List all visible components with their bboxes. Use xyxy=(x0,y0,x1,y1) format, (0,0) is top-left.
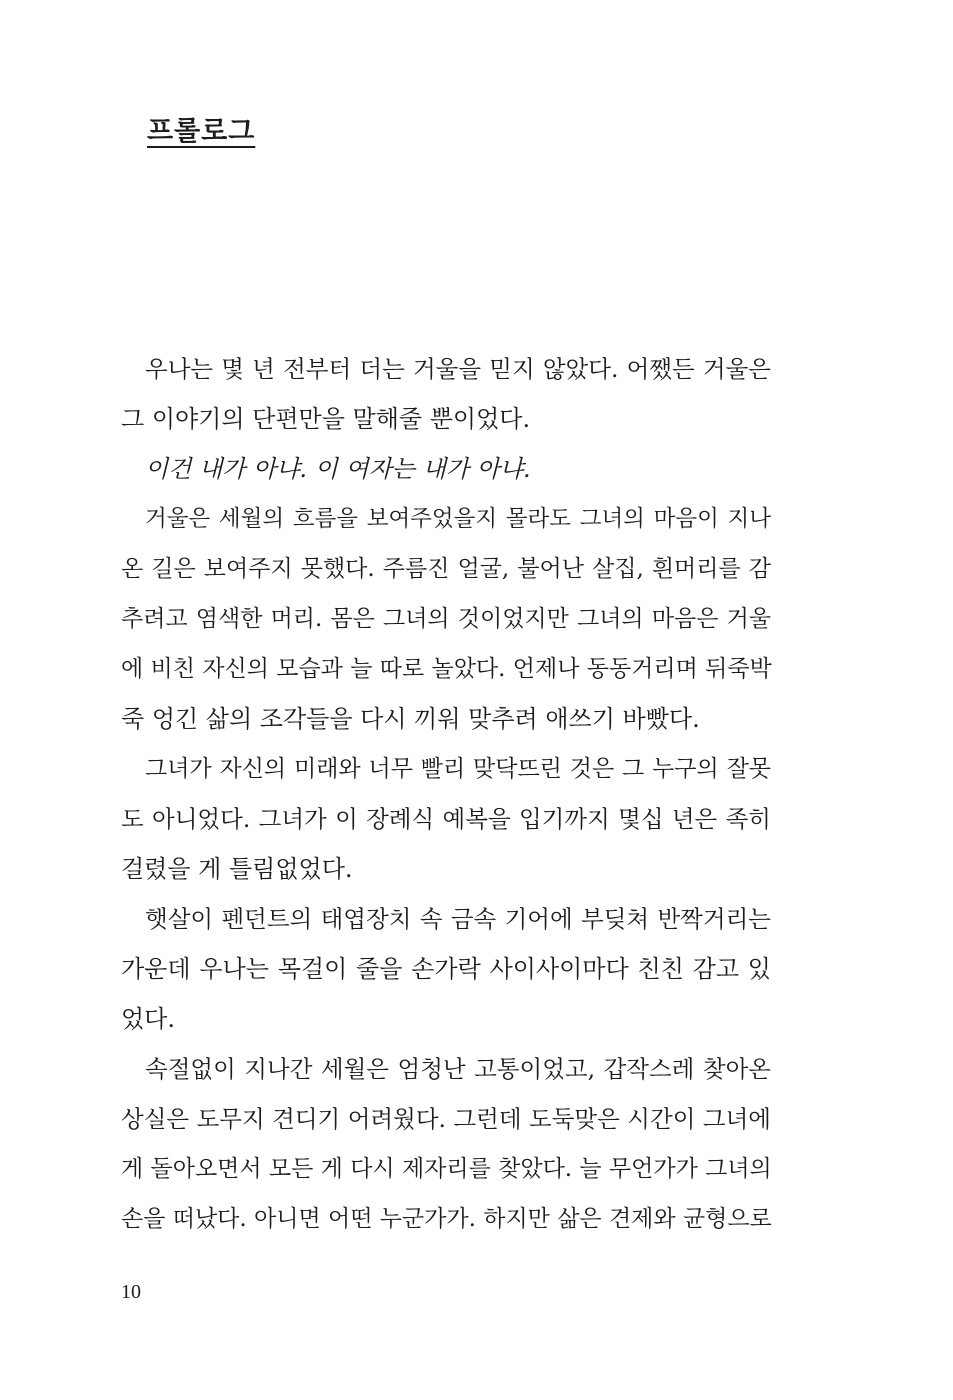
text-line: 상실은 도무지 견디기 어려웠다. 그런데 도둑맞은 시간이 그녀에 xyxy=(121,1105,771,1133)
text-line: 도 아니었다. 그녀가 이 장례식 예복을 입기까지 몇십 년은 족히 xyxy=(121,805,771,833)
text-line: 속절없이 지나간 세월은 엄청난 고통이었고, 갑작스레 찾아온 xyxy=(145,1055,771,1083)
text-line: 햇살이 펜던트의 태엽장치 속 금속 기어에 부딪쳐 반짝거리는 xyxy=(145,905,771,933)
text-line: 손을 떠났다. 아니면 어떤 누군가가. 하지만 삶은 견제와 균형으로 xyxy=(121,1206,772,1232)
text-line: 게 돌아오면서 모든 게 다시 제자리를 찾았다. 늘 무언가가 그녀의 xyxy=(121,1156,772,1182)
text-line: 걸렸을 게 틀림없었다. xyxy=(121,855,353,883)
text-line: 에 비친 자신의 모습과 늘 따로 놀았다. 언제나 동동거리며 뒤죽박 xyxy=(121,656,772,682)
text-line: 우나는 몇 년 전부터 더는 거울을 믿지 않았다. 어쨌든 거울은 xyxy=(145,355,771,383)
text-line-italic: 이건 내가 아냐. 이 여자는 내가 아냐. xyxy=(145,455,531,483)
text-line: 그 이야기의 단편만을 말해줄 뿐이었다. xyxy=(121,405,531,433)
text-line: 그녀가 자신의 미래와 너무 빨리 맞닥뜨린 것은 그 누구의 잘못 xyxy=(145,756,771,782)
text-line: 추려고 염색한 머리. 몸은 그녀의 것이었지만 그녀의 마음은 거울 xyxy=(121,606,771,632)
text-line: 었다. xyxy=(121,1005,175,1033)
text-line: 가운데 우나는 목걸이 줄을 손가락 사이사이마다 친친 감고 있 xyxy=(121,955,771,983)
body-text xyxy=(121,344,771,1244)
text-line: 죽 엉긴 삶의 조각들을 다시 끼워 맞추려 애쓰기 바빴다. xyxy=(121,705,700,733)
text-line: 온 길은 보여주지 못했다. 주름진 얼굴, 불어난 살집, 흰머리를 감 xyxy=(121,556,771,582)
text-line: 거울은 세월의 흐름을 보여주었을지 몰라도 그녀의 마음이 지나 xyxy=(145,506,771,532)
page-number: 10 xyxy=(121,1281,141,1303)
chapter-title: 프롤로그 xyxy=(147,116,256,147)
